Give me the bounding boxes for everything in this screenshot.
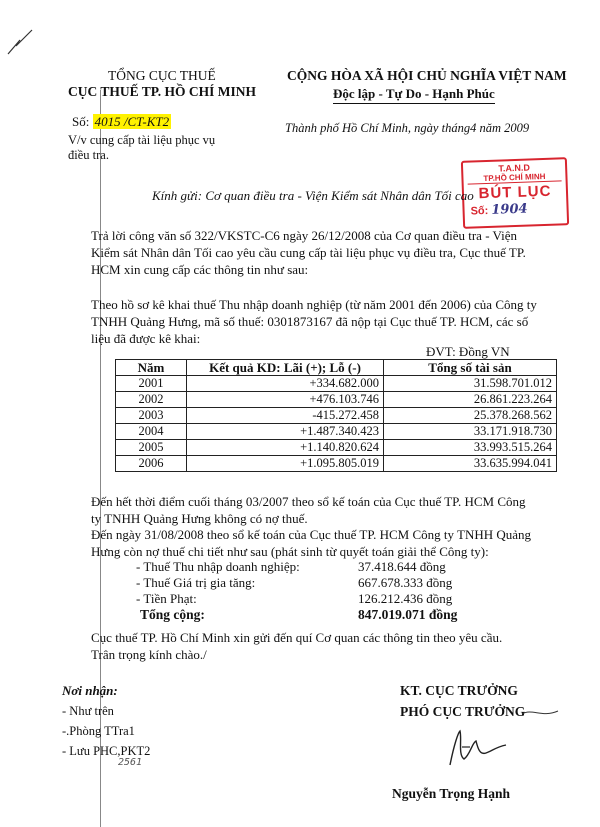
financial-table bbox=[115, 359, 557, 472]
debt-total bbox=[136, 607, 457, 623]
cell-year: 2004 bbox=[116, 424, 187, 440]
debt-item bbox=[136, 559, 457, 575]
agency-name: TỔNG CỤC THUẾ bbox=[108, 68, 216, 83]
table-header-row bbox=[116, 360, 557, 376]
cell-year: 2006 bbox=[116, 456, 187, 472]
recipient-item: - Như trên bbox=[62, 704, 114, 718]
paragraph-line: Trả lời công văn số 322/VKSTC-C6 ngày 26/12/2008 của Cơ quan điều tra - Viện bbox=[91, 228, 518, 243]
cell-result: -415.272.458 bbox=[187, 408, 384, 424]
signer-title: KT. CỤC TRƯỞNG bbox=[400, 683, 518, 698]
stamp-number-label: Số: bbox=[470, 204, 489, 218]
cell-assets: 26.861.223.264 bbox=[384, 392, 557, 408]
table-row bbox=[116, 456, 557, 472]
table-row bbox=[116, 392, 557, 408]
paragraph-line: Kiểm sát Nhân dân Tối cao yêu cầu cung cấp tài liệu phục vụ điều tra, Cục thuế TP. bbox=[91, 245, 526, 260]
addressee: Kính gửi: Cơ quan điều tra - Viện Kiểm sát Nhân dân Tối cao bbox=[152, 188, 474, 203]
total-label: Tổng cộng: bbox=[140, 607, 205, 622]
debt-label: - Tiền Phạt: bbox=[136, 591, 197, 606]
document-number bbox=[72, 114, 171, 130]
debt-list bbox=[136, 559, 457, 623]
document-date: Thành phố Hồ Chí Minh, ngày tháng4 năm 2009 bbox=[285, 121, 530, 135]
paragraph-line: TNHH Quảng Hưng, mã số thuế: 0301873167 đã nộp tại Cục thuế TP. HCM, các số bbox=[91, 314, 529, 329]
national-motto: Độc lập - Tự Do - Hạnh Phúc bbox=[333, 86, 495, 104]
table-row bbox=[116, 424, 557, 440]
pen-mark-icon bbox=[6, 28, 36, 56]
closing-greeting: Trân trọng kính chào./ bbox=[91, 647, 207, 662]
stamp-title: BÚT LỤC bbox=[478, 182, 552, 203]
stamp-number-row bbox=[464, 200, 566, 219]
table-unit: ĐVT: Đồng VN bbox=[426, 344, 510, 359]
paragraph-line: Hưng còn nợ thuế chi tiết như sau (phát sinh từ quyết toán giải thể Công ty): bbox=[91, 544, 489, 559]
column-header-year: Năm bbox=[116, 360, 187, 376]
stamp-number: 1904 bbox=[491, 201, 528, 218]
subject-line: V/v cung cấp tài liệu phục vụ bbox=[68, 133, 216, 147]
paragraph-line: Đến ngày 31/08/2008 theo sổ kế toán của Cục thuế TP. HCM Công ty TNHH Quảng bbox=[91, 527, 532, 542]
doc-number-value: 4015 /CT-KT2 bbox=[94, 114, 170, 129]
recipients-list bbox=[62, 701, 150, 761]
table-row bbox=[116, 376, 557, 392]
country-name: CỘNG HÒA XÃ HỘI CHỦ NGHĨA VIỆT NAM bbox=[287, 68, 567, 83]
department-name: CỤC THUẾ TP. HỒ CHÍ MINH bbox=[68, 84, 257, 99]
recipients-title: Nơi nhận: bbox=[62, 683, 118, 698]
paragraph-line: Đến hết thời điểm cuối tháng 03/2007 theo sổ kế toán của Cục thuế TP. HCM Công bbox=[91, 494, 526, 509]
debt-amount: 126.212.436 đồng bbox=[358, 591, 453, 606]
subject-line: điều tra. bbox=[68, 148, 109, 162]
cell-assets: 33.635.994.041 bbox=[384, 456, 557, 472]
court-stamp bbox=[461, 157, 569, 229]
cell-year: 2001 bbox=[116, 376, 187, 392]
cell-result: +1.140.820.624 bbox=[187, 440, 384, 456]
debt-amount: 667.678.333 đồng bbox=[358, 575, 453, 590]
paragraph-line: HCM xin cung cấp các thông tin như sau: bbox=[91, 262, 309, 277]
recipient-item: - Lưu PHC,PKT2 bbox=[62, 744, 151, 758]
cell-result: +1.487.340.423 bbox=[187, 424, 384, 440]
stamp-line: TP.HỒ CHÍ MINH bbox=[467, 171, 561, 184]
cell-year: 2002 bbox=[116, 392, 187, 408]
debt-label: - Thuế Thu nhập doanh nghiệp: bbox=[136, 559, 300, 574]
cell-result: +1.095.805.019 bbox=[187, 456, 384, 472]
cell-assets: 33.993.515.264 bbox=[384, 440, 557, 456]
table-row bbox=[116, 440, 557, 456]
cell-result: +476.103.746 bbox=[187, 392, 384, 408]
closing-sentence: Cục thuế TP. Hồ Chí Minh xin gửi đến quí Cơ quan các thông tin theo yêu cầu. bbox=[91, 630, 503, 645]
stamp-line: T.A.N.D bbox=[498, 162, 531, 174]
cell-assets: 31.598.701.012 bbox=[384, 376, 557, 392]
debt-label: - Thuế Giá trị gia tăng: bbox=[136, 575, 256, 590]
debt-item bbox=[136, 591, 457, 607]
debt-paragraph bbox=[91, 526, 531, 560]
paragraph-line: Theo hồ sơ kê khai thuế Thu nhập doanh nghiệp (từ năm 2001 đến 2006) của Công ty bbox=[91, 297, 537, 312]
signature-icon bbox=[440, 725, 510, 769]
cell-year: 2005 bbox=[116, 440, 187, 456]
no-debt-paragraph bbox=[91, 493, 526, 527]
signer-name: Nguyễn Trọng Hạnh bbox=[392, 786, 511, 801]
cell-year: 2003 bbox=[116, 408, 187, 424]
pen-stroke-icon bbox=[520, 706, 560, 720]
signer-subtitle: PHÓ CỤC TRƯỞNG bbox=[400, 704, 526, 719]
paragraph-line: liệu đã được kê khai: bbox=[91, 331, 201, 346]
handwritten-note: 2561 bbox=[118, 757, 143, 768]
doc-number-label: Số: bbox=[72, 114, 90, 129]
total-amount: 847.019.071 đồng bbox=[358, 607, 458, 622]
paragraph-line: ty TNHH Quảng Hưng không có nợ thuế. bbox=[91, 511, 308, 526]
column-header-result: Kết quả KD: Lãi (+); Lỗ (-) bbox=[187, 360, 384, 376]
cell-result: +334.682.000 bbox=[187, 376, 384, 392]
table-row bbox=[116, 408, 557, 424]
cell-assets: 33.171.918.730 bbox=[384, 424, 557, 440]
cell-assets: 25.378.268.562 bbox=[384, 408, 557, 424]
declaration-paragraph bbox=[91, 296, 537, 347]
debt-item bbox=[136, 575, 457, 591]
column-header-assets: Tổng số tài sản bbox=[384, 360, 557, 376]
debt-amount: 37.418.644 đồng bbox=[358, 559, 446, 574]
reply-paragraph bbox=[91, 227, 526, 278]
recipient-item: -.Phòng TTra1 bbox=[62, 724, 135, 738]
